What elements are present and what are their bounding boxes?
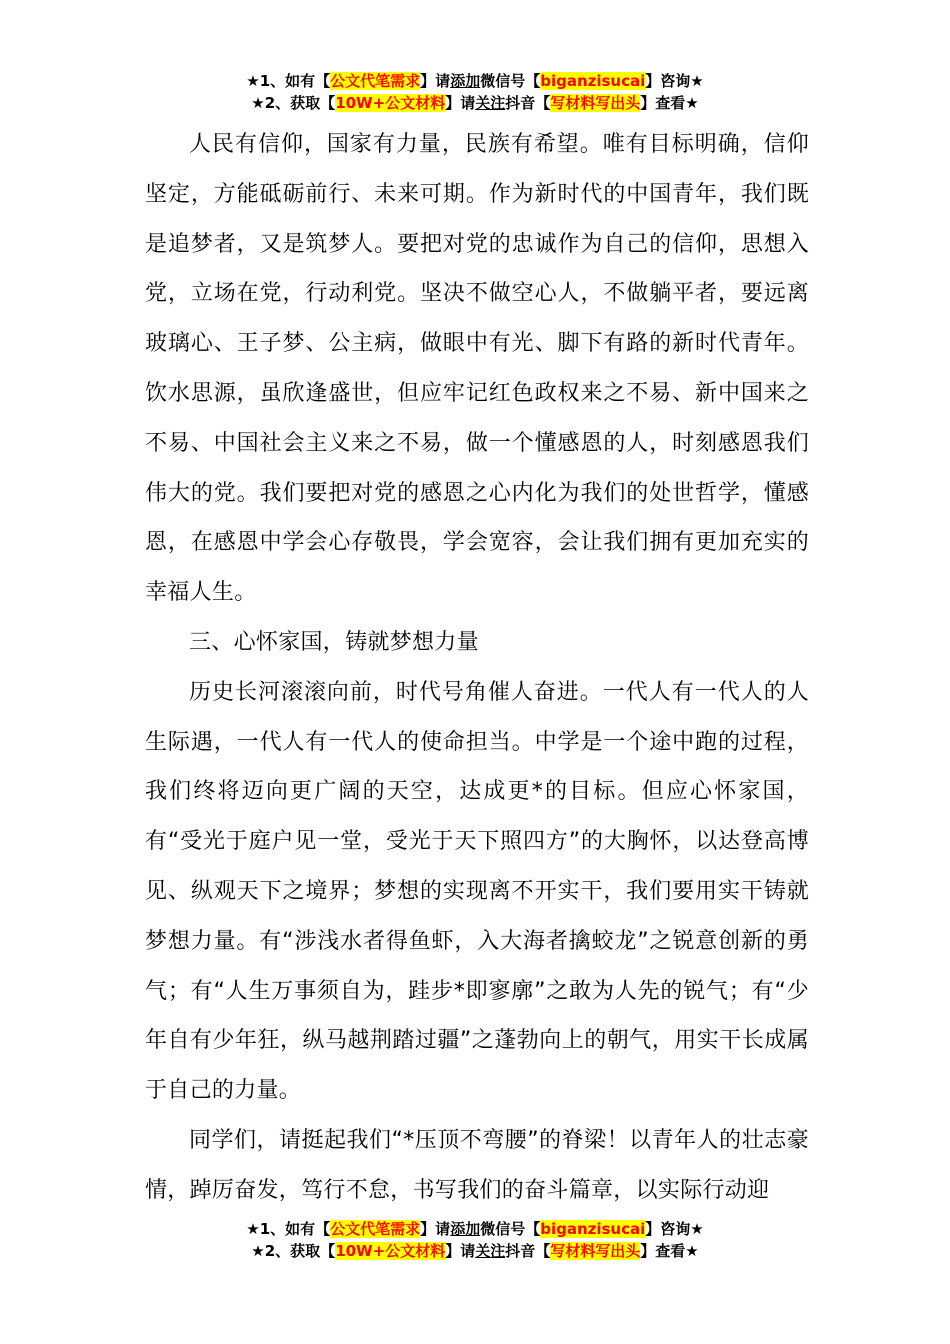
banner-text: 】咨询★	[645, 72, 704, 90]
banner-line-1	[0, 70, 950, 92]
paragraph: 人民有信仰，国家有力量，民族有希望。唯有目标明确，信仰坚定，方能砥砺前行、未来可期。作为新时代的中国青年，我们既是追梦者，又是筑梦人。要把对党的忠诚作为自己的信仰，思想入党，立场在党，行动利党。坚决不做空心人，不做躺平者，要远离玻璃心、王子梦、公主病，做眼中有光、脚下有路的新时代青年。饮水思源，虽欣逢盛世，但应牢记红色政权来之不易、新中国来之不易、中国社会主义来之不易，做一个懂感恩的人，时刻感恩我们伟大的党。我们要把对党的感恩之心内化为我们的处世哲学，懂感恩，在感恩中学会心存敬畏，学会宽容，会让我们拥有更加充实的幸福人生。	[145, 132, 809, 606]
section-heading: 三、心怀家国，铸就梦想力量	[189, 629, 479, 655]
banner-highlight: 10W+公文材料	[335, 1242, 446, 1260]
banner-text: 】请	[445, 1242, 476, 1260]
banner-line-2	[0, 92, 950, 114]
banner-text: 】咨询★	[645, 1220, 704, 1238]
paragraph: 同学们，请挺起我们“*压顶不弯腰”的脊梁！以青年人的壮志豪情，踔厉奋发，笃行不怠，书写我们的奋斗篇章，以实际行动迎	[145, 1127, 809, 1203]
document-body	[145, 120, 809, 1216]
banner-highlight: biganzisucai	[540, 72, 646, 90]
banner-text: 抖音【	[505, 94, 551, 112]
banner-text: ★2、获取【	[251, 94, 336, 112]
banner-line-2	[0, 1240, 950, 1262]
banner-emphasis: 关注	[475, 1242, 506, 1260]
banner-text: 】查看★	[640, 94, 699, 112]
banner-text: 微信号【	[480, 72, 541, 90]
banner-highlight: 写材料写出头	[550, 1242, 641, 1260]
banner-text: ★1、如有【	[246, 72, 331, 90]
banner-highlight: 公文代笔需求	[330, 72, 421, 90]
banner-highlight: 10W+公文材料	[335, 94, 446, 112]
banner-emphasis: 添加	[450, 72, 481, 90]
banner-highlight: 写材料写出头	[550, 94, 641, 112]
banner-text: 】请	[420, 1220, 451, 1238]
footer-banner	[0, 1218, 950, 1262]
banner-text: 】请	[445, 94, 476, 112]
banner-text: 】请	[420, 72, 451, 90]
banner-text: 】查看★	[640, 1242, 699, 1260]
banner-text: 微信号【	[480, 1220, 541, 1238]
banner-text: ★2、获取【	[251, 1242, 336, 1260]
banner-text: ★1、如有【	[246, 1220, 331, 1238]
banner-emphasis: 添加	[450, 1220, 481, 1238]
banner-emphasis: 关注	[475, 94, 506, 112]
banner-highlight: biganzisucai	[540, 1220, 646, 1238]
banner-line-1	[0, 1218, 950, 1240]
header-banner	[0, 70, 950, 114]
banner-highlight: 公文代笔需求	[330, 1220, 421, 1238]
paragraph: 历史长河滚滚向前，时代号角催人奋进。一代人有一代人的人生际遇，一代人有一代人的使命担当。中学是一个途中跑的过程，我们终将迈向更广阔的天空，达成更*的目标。但应心怀家国，有“受光于庭户见一堂，受光于天下照四方”的大胸怀，以达登高博见、纵观天下之境界；梦想的实现离不开实干，我们要用实干铸就梦想力量。有“涉浅水者得鱼虾，入大海者擒蛟龙”之锐意创新的勇气；有“人生万事须自为，跬步*即寥廓”之敢为人先的锐气；有“少年自有少年狂，纵马越荆踏过疆”之蓬勃向上的朝气，用实干长成属于自己的力量。	[145, 679, 809, 1104]
banner-text: 抖音【	[505, 1242, 551, 1260]
